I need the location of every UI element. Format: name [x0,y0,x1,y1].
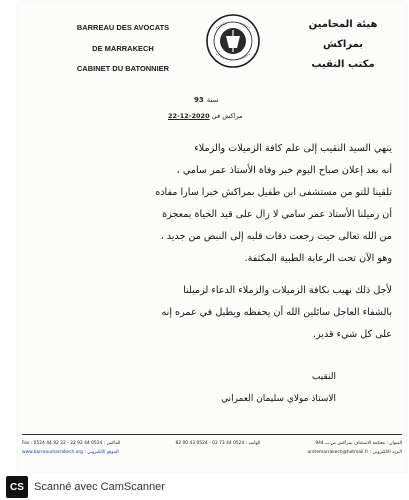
body-line: أنه بعد إعلان صباح اليوم خبر وفاة الأستاذ عمر سامي ، [176,165,392,176]
header-arabic-line-3: مكتب النقيب [311,59,375,70]
bar-association-seal-icon [206,14,260,68]
header-french-line-3: CABINET DU BATONNIER [76,64,170,73]
header-french-line-1: BARREAU DES AVOCATS [76,23,170,32]
closing-line: لأجل ذلك نهيب بكافة الزميلات والزملاء الدعاء لزميلنا [183,285,392,296]
camscanner-label: Scanné avec CamScanner [34,481,165,493]
letter-page [18,2,406,472]
header-arabic-line-1: هيئة المحامين [308,19,378,30]
body-line: ينهي السيد النقيب إلى علم كافة الزميلات والزملاء [194,143,392,154]
closing-line: بالشفاء العاجل سائلين الله أن يحفظه ويطيل في عمره إنه [161,307,392,318]
footer-email[interactable]: ordremarrakech@hotmail.fr : البريد الالكتروني [307,450,402,455]
footer-address: العنوان : محكمة الاستئناف بمراكش ص.ب 944 [315,441,402,446]
body-line: أن زميلنا الأستاذ عمر سامي لا زال على قيد الحياة بمعجزة [162,209,392,220]
dateline-prefix: مراكش في [211,112,243,120]
camscanner-logo-icon: CS [6,476,28,498]
letter-footer [22,434,402,457]
footer-website[interactable]: www.barreaumarrakech.org : الموقع الالكتروني [22,450,119,455]
header-french [58,24,188,86]
dateline-date: 2020-12-22 [168,112,210,120]
reference-number-label: سنة [206,96,219,104]
closing-line: على كل شيء قدير. [312,329,392,340]
body-line: من الله تعالى حيث رجعت دقات قلبه إلى النبض من جديد ، [160,231,392,242]
footer-phone: الهاتف : 0524 44 73 03 - 0524 43 00 82 [175,441,261,446]
dateline [168,112,243,120]
body-line: تلقينا للتو من مستشفى ابن طفيل بمراكش خبرا سارا مفاده [155,187,392,198]
signature-name: الاستاذ مولاي سليمان العمراني [221,394,336,404]
footer-fax: Fax : 0524 44 92 22 - 22 92 44 0524 : الفاكس [22,441,121,446]
body-line: وهو الآن تحت الرعاية الطبية المكثفة. [244,253,392,264]
signature-title: النقيب [311,372,336,382]
header-arabic-line-2: بمراكش [322,39,364,50]
reference-number [194,96,218,104]
letter-body [46,138,392,346]
header-french-line-2: DE MARRAKECH [92,43,154,53]
header-arabic [288,20,398,80]
camscanner-bar [0,474,409,500]
signature-block [186,366,336,410]
reference-number-value: 93 [194,96,204,104]
